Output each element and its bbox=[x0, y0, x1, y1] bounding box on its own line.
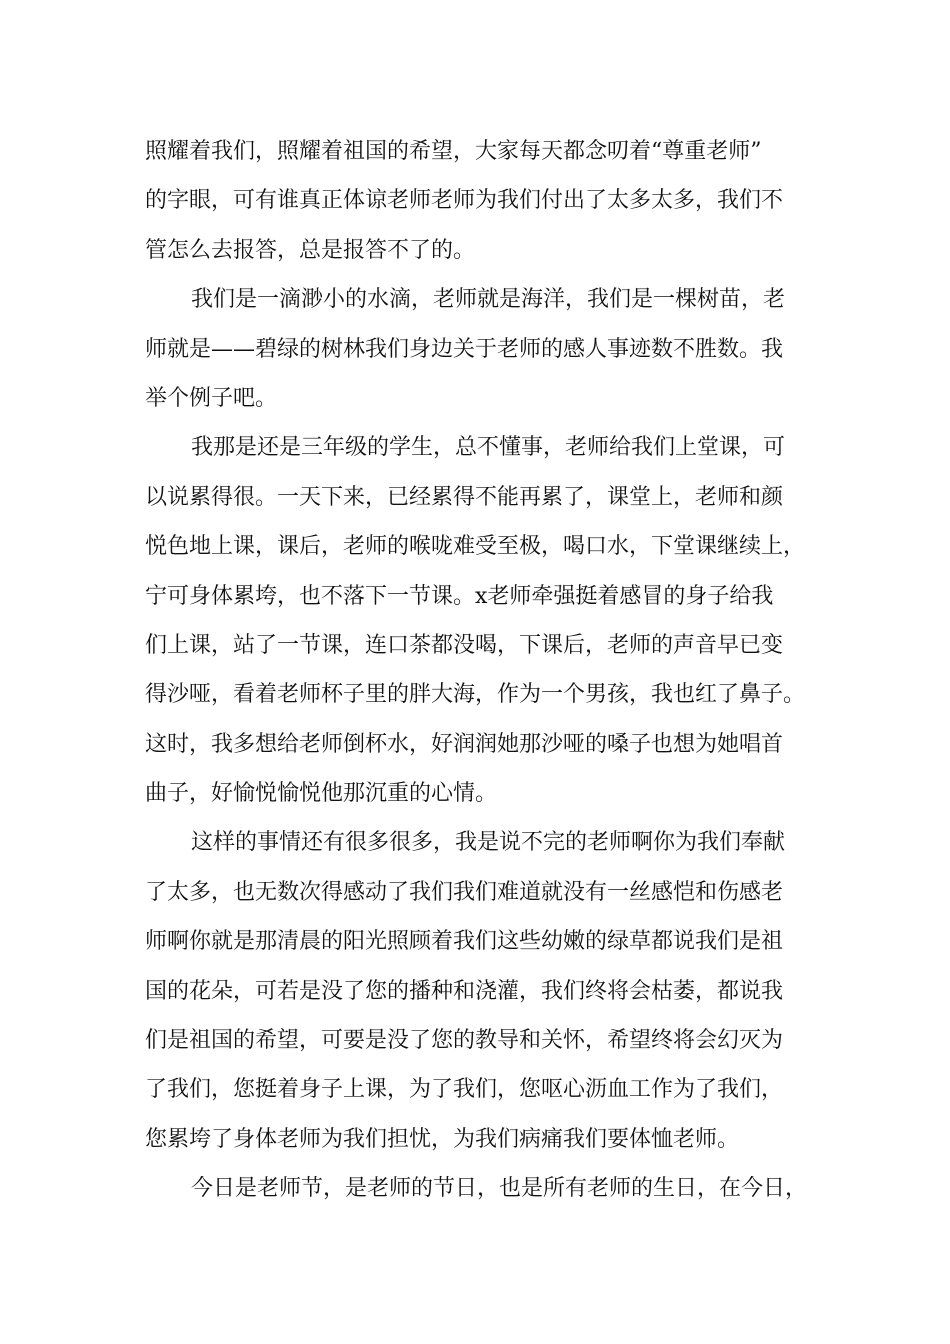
paragraph-first-line: 我们是一滴渺小的水滴，老师就是海洋，我们是一棵树苗，老 bbox=[191, 287, 786, 313]
text-line: 举个例子吧。 bbox=[145, 385, 278, 411]
text-line: 们上课，站了一节课，连口茶都没喝，下课后，老师的声音早已变 bbox=[145, 632, 784, 658]
text-line: 曲子，好愉悦愉悦他那沉重的心情。 bbox=[145, 781, 498, 807]
text-line: 悦色地上课，课后，老师的喉咙难受至极，喝口水，下堂课继续上， bbox=[145, 534, 806, 560]
text-line: 的字眼，可有谁真正体谅老师老师为我们付出了太多太多，我们不 bbox=[145, 188, 784, 214]
text-line: 了太多，也无数次得感动了我们我们难道就没有一丝感恺和伤感老 bbox=[145, 879, 784, 905]
text-line: 以说累得很。一天下来，已经累得不能再累了，课堂上，老师和颜 bbox=[145, 484, 784, 510]
text-line: 您累垮了身体老师为我们担忧，为我们病痛我们要体恤老师。 bbox=[145, 1126, 740, 1152]
text-line: 这时，我多想给老师倒杯水，好润润她那沙哑的嗓子也想为她唱首 bbox=[145, 731, 784, 757]
paragraph-first-line: 这样的事情还有很多很多，我是说不完的老师啊你为我们奉献 bbox=[191, 830, 786, 856]
text-line: 宁可身体累垮，也不落下一节课。x老师牵强挺着感冒的身子给我 bbox=[145, 583, 774, 609]
paragraph-first-line: 今日是老师节，是老师的节日，也是所有老师的生日，在今日， bbox=[191, 1176, 808, 1202]
text-line: 们是祖国的希望，可要是没了您的教导和关怀，希望终将会幻灭为 bbox=[145, 1028, 784, 1054]
paragraph-first-line: 我那是还是三年级的学生，总不懂事，老师给我们上堂课，可 bbox=[191, 435, 786, 461]
text-line: 管怎么去报答，总是报答不了的。 bbox=[145, 237, 476, 263]
text-line: 师啊你就是那清晨的阳光照顾着我们这些幼嫩的绿草都说我们是祖 bbox=[145, 929, 784, 955]
text-line: 国的花朵，可若是没了您的播种和浇灌，我们终将会枯萎，都说我 bbox=[145, 978, 784, 1004]
text-line: 师就是——碧绿的树林我们身边关于老师的感人事迹数不胜数。我 bbox=[145, 336, 784, 362]
text-line: 了我们，您挺着身子上课，为了我们，您呕心沥血工作为了我们， bbox=[145, 1077, 784, 1103]
body-text bbox=[145, 127, 835, 1214]
text-line: 得沙哑，看着老师杯子里的胖大海，作为一个男孩，我也红了鼻子。 bbox=[145, 682, 806, 708]
text-line: 照耀着我们，照耀着祖国的希望，大家每天都念叨着“尊重老师” bbox=[145, 139, 762, 164]
